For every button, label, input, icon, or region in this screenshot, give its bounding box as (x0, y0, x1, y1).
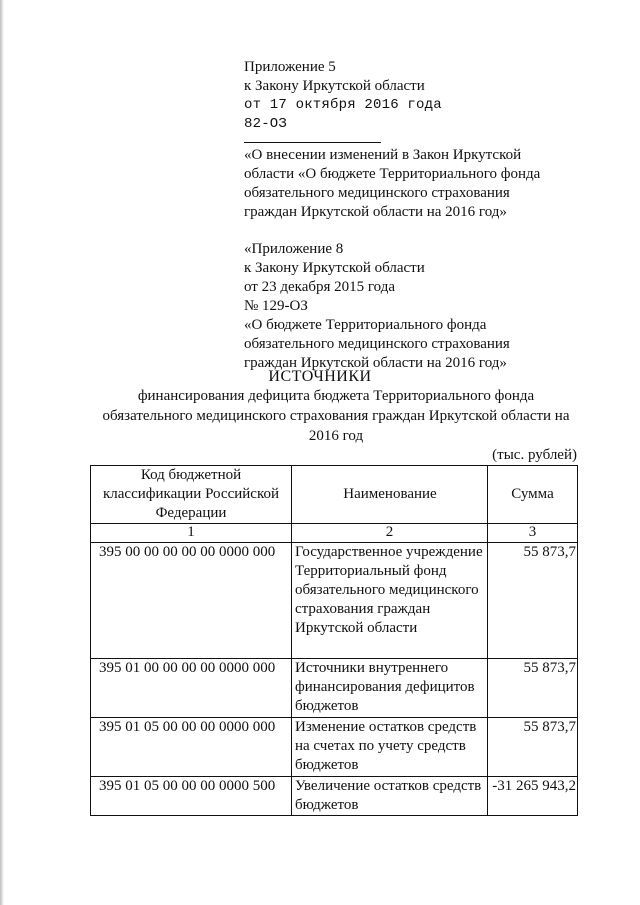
row-name: Изменение остатков средств на счетах по учету средств бюджетов (292, 718, 488, 777)
row-name: Государственное учреждение Территориальный фонд обязательного медицинского страхования граждан Иркутской области (292, 543, 488, 659)
document-subtitle: финансирования дефицита бюджета Территориального фонда обязательного медицинского страхования граждан Иркутской области на 2016 год (102, 388, 570, 444)
row-sum: 55 873,7 (488, 718, 578, 777)
appendix-label: Приложение 5 (244, 59, 336, 75)
column-number: 1 (91, 524, 292, 543)
law-reference: к Закону Иркутской области (244, 78, 425, 94)
amend-title-line-1: «О внесении изменений в Закон Иркутской (244, 147, 522, 163)
row-name: Источники внутреннего финансирования дефицитов бюджетов (292, 659, 488, 718)
column-header-code: Код бюджетной классификации Российской Федерации (91, 466, 292, 524)
orig-law-date: от 23 декабря 2015 года (244, 279, 396, 295)
law-number: 82-ОЗ (244, 116, 288, 132)
row-sum: -31 265 943,2 (488, 777, 578, 816)
law-header (244, 58, 564, 373)
row-code: 395 01 00 00 00 00 0000 000 (91, 659, 292, 718)
document-title: ИСТОЧНИКИ (268, 368, 372, 385)
table-row (91, 718, 578, 777)
orig-law-reference: к Закону Иркутской области (244, 260, 425, 276)
column-number-row (91, 524, 578, 543)
units-label: (тыс. рублей) (492, 447, 577, 463)
row-name: Увеличение остатков средств бюджетов (292, 777, 488, 816)
law-date: от 17 октября 2016 года (244, 97, 442, 113)
column-header-name: Наименование (292, 466, 488, 524)
table-row (91, 777, 578, 816)
row-sum: 55 873,7 (488, 659, 578, 718)
row-code: 395 01 05 00 00 00 0000 000 (91, 718, 292, 777)
number-underline (244, 134, 381, 143)
row-sum: 55 873,7 (488, 543, 578, 659)
orig-title-line-1: «О бюджете Территориального фонда (244, 317, 487, 333)
column-number: 2 (292, 524, 488, 543)
amend-title-line-4: граждан Иркутской области на 2016 год» (244, 204, 507, 220)
amend-title-line-2: области «О бюджете Территориального фонда (244, 166, 541, 182)
orig-law-number: № 129-ОЗ (244, 298, 308, 314)
sources-table (90, 465, 578, 816)
scan-left-edge (0, 0, 4, 905)
row-code: 395 00 00 00 00 00 0000 000 (91, 543, 292, 659)
amend-title-line-3: обязательного медицинского страхования (244, 185, 510, 201)
row-code: 395 01 05 00 00 00 0000 500 (91, 777, 292, 816)
table-header-row (91, 466, 578, 524)
orig-appendix-label: «Приложение 8 (244, 241, 344, 257)
orig-title-line-3: граждан Иркутской области на 2016 год» (244, 355, 507, 371)
table-row (91, 659, 578, 718)
table-row (91, 543, 578, 659)
orig-title-line-2: обязательного медицинского страхования (244, 336, 510, 352)
column-number: 3 (488, 524, 578, 543)
column-header-sum: Сумма (488, 466, 578, 524)
